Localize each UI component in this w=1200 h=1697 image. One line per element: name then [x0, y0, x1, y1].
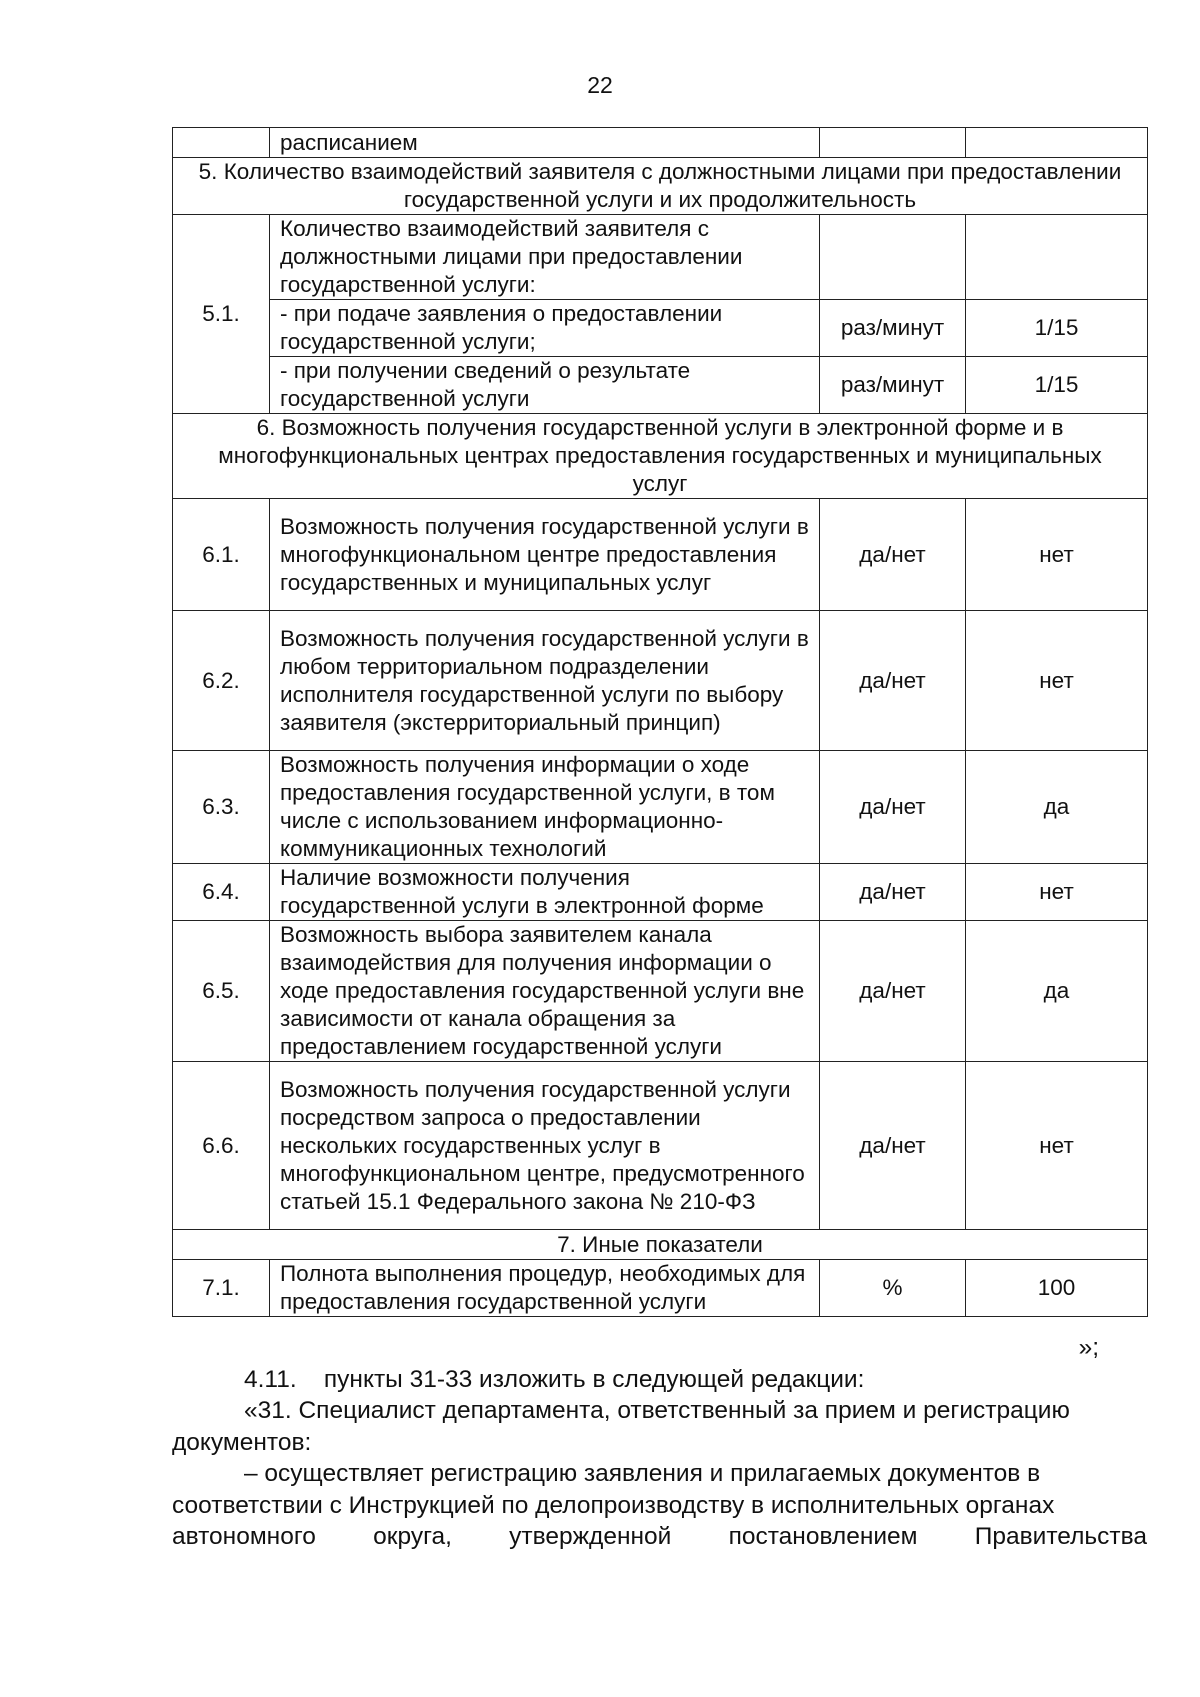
row-number-5-1: 5.1. — [173, 215, 270, 414]
row-7-1-unit: % — [820, 1260, 966, 1317]
row-value: да — [966, 921, 1148, 1062]
table-row — [173, 357, 1148, 414]
row-value: нет — [966, 1062, 1148, 1230]
section-header-row — [173, 158, 1148, 215]
row-7-1-text: Полнота выполнения процедур, необходимых для предоставления государственной услуги — [270, 1260, 820, 1317]
table-cell-unit — [820, 215, 966, 300]
paragraph-31: «31. Специалист департамента, ответственный за прием и регистрацию документов: — [172, 1397, 1070, 1456]
row-unit: да/нет — [820, 1062, 966, 1230]
row-value: нет — [966, 499, 1148, 611]
row-value: нет — [966, 864, 1148, 921]
section-header-row — [173, 1230, 1148, 1260]
row-value: нет — [966, 611, 1148, 751]
table-cell-value — [966, 215, 1148, 300]
page-number: 22 — [587, 72, 613, 98]
section-5-title: 5. Количество взаимодействий заявителя с должностными лицами при предоставлении государственной услуги и их продолжительность — [173, 158, 1148, 215]
paragraph-registration — [172, 1458, 1147, 1521]
row-5-1-sub1-text: - при подаче заявления о предоставлении государственной услуги; — [270, 300, 820, 357]
row-5-1-sub2-value: 1/15 — [966, 357, 1148, 414]
row-5-1-intro: Количество взаимодействий заявителя с должностными лицами при предоставлении государственной услуги: — [270, 215, 820, 300]
paragraph-registration-text: – осуществляет регистрацию заявления и прилагаемых документов в соответствии с Инструкцией по делопроизводству в исполнительных органах — [172, 1460, 1055, 1519]
table-row — [173, 611, 1148, 751]
row-number: 6.3. — [173, 751, 270, 864]
row-5-1-sub2-text: - при получении сведений о результате государственной услуги — [270, 357, 820, 414]
paragraph-4-11: 4.11. пункты 31-33 изложить в следующей редакции: — [244, 1365, 865, 1393]
row-text: Возможность выбора заявителем канала взаимодействия для получения информации о ходе предоставления государственной услуги вне зависимости от канала обращения за предоставлением государственной услуги — [270, 921, 820, 1062]
table-row — [173, 215, 1148, 300]
table-cell-value — [966, 128, 1148, 158]
row-number: 6.6. — [173, 1062, 270, 1230]
table-cell-unit — [820, 128, 966, 158]
row-unit: да/нет — [820, 611, 966, 751]
section-7-title: 7. Иные показатели — [173, 1230, 1148, 1260]
row-unit: да/нет — [820, 864, 966, 921]
row-text: Возможность получения государственной услуги в любом территориальном подразделении исполнителя государственной услуги по выбору заявителя (экстерриториальный принцип) — [270, 611, 820, 751]
row-number: 6.2. — [173, 611, 270, 751]
table-row — [173, 1260, 1148, 1317]
paragraph-registration-last-line: автономного округа, утвержденной постановлением Правительства — [172, 1523, 1147, 1550]
table-cell-num — [173, 128, 270, 158]
row-5-1-sub1-value: 1/15 — [966, 300, 1148, 357]
indicators-table — [172, 127, 1148, 1317]
row-5-1-sub1-unit: раз/минут — [820, 300, 966, 357]
row-number: 6.1. — [173, 499, 270, 611]
row-number: 6.5. — [173, 921, 270, 1062]
section-header-row — [173, 414, 1148, 499]
row-unit: да/нет — [820, 921, 966, 1062]
table-row — [173, 921, 1148, 1062]
table-row — [173, 128, 1148, 158]
table-row — [173, 1062, 1148, 1230]
row-number-7-1: 7.1. — [173, 1260, 270, 1317]
row-text: Возможность получения государственной услуги в многофункциональном центре предоставления государственных и муниципальных услуг — [270, 499, 820, 611]
section-6-title: 6. Возможность получения государственной услуги в электронной форме и в многофункциональных центрах предоставления государственных и муниципальных услуг — [173, 414, 1148, 499]
row-unit: да/нет — [820, 499, 966, 611]
row-text: Возможность получения государственной услуги посредством запроса о предоставлении нескольких государственных услуг в многофункциональном центре, предусмотренного статьей 15.1 Федерального закона № 210-ФЗ — [270, 1062, 820, 1230]
row-text: Наличие возможности получения государственной услуги в электронной форме — [270, 864, 820, 921]
table-row — [173, 751, 1148, 864]
table-row — [173, 864, 1148, 921]
row-7-1-value: 100 — [966, 1260, 1148, 1317]
row-value: да — [966, 751, 1148, 864]
row-unit: да/нет — [820, 751, 966, 864]
row-5-1-sub2-unit: раз/минут — [820, 357, 966, 414]
row-text: Возможность получения информации о ходе предоставления государственной услуги, в том числе с использованием информационно-коммуникационных технологий — [270, 751, 820, 864]
row-number: 6.4. — [173, 864, 270, 921]
table-cell-text: расписанием — [270, 128, 820, 158]
body-text — [172, 1332, 1147, 1553]
closing-quote: »; — [1078, 1334, 1099, 1361]
table-row — [173, 300, 1148, 357]
table-row — [173, 499, 1148, 611]
